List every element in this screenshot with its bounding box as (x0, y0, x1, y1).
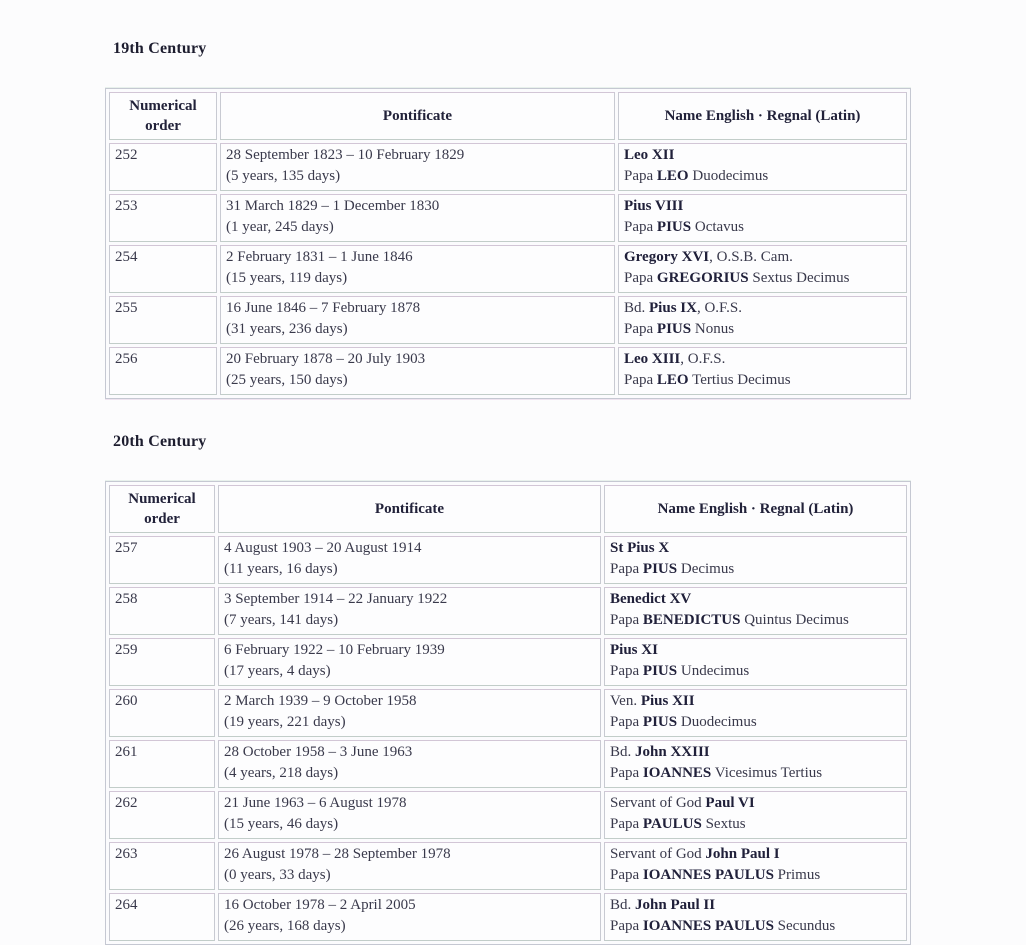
latin-papa: Papa (610, 918, 643, 934)
name-english (610, 589, 901, 610)
pontificate-duration: (5 years, 135 days) (226, 168, 341, 184)
latin-bold: LEO (656, 372, 689, 388)
popes-table-19th-century (105, 88, 911, 399)
latin-rest: Duodecimus (688, 168, 769, 184)
name-prefix: Bd. (610, 744, 636, 760)
name-bold: Benedict XV (610, 591, 692, 607)
pontificate-dates: 2 February 1831 – 1 June 1846 (226, 249, 413, 265)
pontificate-dates: 4 August 1903 – 20 August 1914 (224, 540, 422, 556)
pontificate-duration: (4 years, 218 days) (224, 765, 339, 781)
latin-papa: Papa (610, 663, 643, 679)
name-bold: Pius IX (649, 300, 697, 316)
name-english (610, 691, 901, 712)
table-row (109, 536, 907, 584)
cell-pontificate (218, 893, 601, 941)
latin-rest: Vicesimus Tertius (711, 765, 823, 781)
table-header-row (109, 92, 907, 140)
name-english (624, 298, 901, 319)
name-english (624, 145, 901, 166)
cell-numerical-order: 254 (109, 245, 217, 293)
latin-rest: Primus (773, 867, 821, 883)
pontificate-duration: (26 years, 168 days) (224, 918, 346, 934)
cell-pontificate (218, 536, 601, 584)
latin-bold: PAULUS (642, 816, 702, 832)
latin-papa: Papa (624, 270, 657, 286)
pontificate-dates: 20 February 1878 – 20 July 1903 (226, 351, 426, 367)
latin-papa: Papa (624, 219, 657, 235)
pontificate-dates: 6 February 1922 – 10 February 1939 (224, 642, 445, 658)
latin-papa: Papa (624, 321, 657, 337)
table-row (109, 296, 907, 344)
table-row (109, 842, 907, 890)
pontificate-duration: (25 years, 150 days) (226, 372, 348, 388)
cell-numerical-order: 257 (109, 536, 215, 584)
pontificate-duration: (7 years, 141 days) (224, 612, 339, 628)
cell-pontificate (220, 194, 615, 242)
pontificate-dates: 16 October 1978 – 2 April 2005 (224, 897, 416, 913)
pontificate-dates: 31 March 1829 – 1 December 1830 (226, 198, 440, 214)
table-header-row (109, 485, 907, 533)
table-row (109, 893, 907, 941)
cell-name (618, 143, 907, 191)
name-bold: John Paul I (705, 846, 780, 862)
table-row (109, 638, 907, 686)
cell-numerical-order: 264 (109, 893, 215, 941)
latin-bold: PIUS (656, 321, 692, 337)
popes-table-20th-century (105, 481, 911, 945)
pontificate-dates: 16 June 1846 – 7 February 1878 (226, 300, 421, 316)
cell-name (604, 638, 907, 686)
cell-numerical-order: 256 (109, 347, 217, 395)
latin-bold: IOANNES PAULUS (642, 918, 774, 934)
latin-bold: GREGORIUS (656, 270, 749, 286)
name-latin (610, 865, 901, 886)
column-header-name-line2: English · Regnal (Latin) (698, 501, 854, 517)
column-header-name (618, 92, 907, 140)
latin-rest: Tertius Decimus (688, 372, 791, 388)
latin-papa: Papa (610, 714, 643, 730)
cell-pontificate (220, 347, 615, 395)
cell-numerical-order: 258 (109, 587, 215, 635)
latin-bold: PIUS (642, 714, 678, 730)
name-english (624, 247, 901, 268)
pontificate-dates: 26 August 1978 – 28 September 1978 (224, 846, 451, 862)
cell-name (604, 740, 907, 788)
latin-papa: Papa (610, 816, 643, 832)
cell-pontificate (218, 587, 601, 635)
name-latin (610, 610, 901, 631)
name-bold: Leo XIII (624, 351, 681, 367)
cell-name (604, 893, 907, 941)
latin-bold: BENEDICTUS (642, 612, 741, 628)
name-prefix: Ven. (610, 693, 641, 709)
pontificate-duration: (11 years, 16 days) (224, 561, 338, 577)
cell-pontificate (220, 296, 615, 344)
name-latin (610, 712, 901, 733)
name-bold: St Pius X (610, 540, 670, 556)
cell-numerical-order: 263 (109, 842, 215, 890)
name-bold: Pius VIII (624, 198, 684, 214)
latin-bold: IOANNES (642, 765, 712, 781)
pontificate-dates: 2 March 1939 – 9 October 1958 (224, 693, 417, 709)
name-prefix: Servant of God (610, 795, 706, 811)
cell-numerical-order: 253 (109, 194, 217, 242)
name-latin (624, 268, 901, 289)
cell-name (604, 536, 907, 584)
cell-numerical-order: 262 (109, 791, 215, 839)
table-row (109, 689, 907, 737)
column-header-name (604, 485, 907, 533)
cell-pontificate (218, 842, 601, 890)
cell-name (618, 296, 907, 344)
name-suffix: , O.F.S. (696, 300, 743, 316)
latin-rest: Quintus Decimus (740, 612, 849, 628)
table-row (109, 347, 907, 395)
name-suffix: , O.S.B. Cam. (709, 249, 793, 265)
pontificate-duration: (17 years, 4 days) (224, 663, 331, 679)
name-english (610, 742, 901, 763)
name-prefix: Bd. (610, 897, 636, 913)
cell-pontificate (220, 143, 615, 191)
table-row (109, 245, 907, 293)
name-english (624, 349, 901, 370)
cell-pontificate (218, 740, 601, 788)
name-latin (624, 166, 901, 187)
name-english (610, 844, 901, 865)
cell-numerical-order: 252 (109, 143, 217, 191)
latin-bold: PIUS (656, 219, 692, 235)
latin-rest: Decimus (677, 561, 735, 577)
name-latin (610, 559, 901, 580)
latin-papa: Papa (610, 561, 643, 577)
column-header-name-line2: English · Regnal (Latin) (705, 108, 861, 124)
cell-numerical-order: 255 (109, 296, 217, 344)
table-row (109, 143, 907, 191)
name-english (610, 640, 901, 661)
cell-numerical-order: 261 (109, 740, 215, 788)
column-header-numerical-order: Numerical order (109, 92, 217, 140)
cell-pontificate (218, 638, 601, 686)
name-bold: Leo XII (624, 147, 675, 163)
latin-rest: Duodecimus (677, 714, 757, 730)
pontificate-duration: (15 years, 46 days) (224, 816, 339, 832)
name-latin (610, 916, 901, 937)
name-bold: John Paul II (635, 897, 716, 913)
cell-pontificate (218, 689, 601, 737)
name-latin (610, 814, 901, 835)
name-english (624, 196, 901, 217)
cell-name (618, 347, 907, 395)
latin-bold: LEO (656, 168, 689, 184)
pontificate-dates: 21 June 1963 – 6 August 1978 (224, 795, 407, 811)
cell-name (604, 791, 907, 839)
latin-papa: Papa (610, 867, 643, 883)
cell-name (604, 689, 907, 737)
latin-rest: Octavus (691, 219, 745, 235)
latin-rest: Secundus (773, 918, 836, 934)
cell-name (604, 842, 907, 890)
table-row (109, 740, 907, 788)
latin-rest: Sextus Decimus (748, 270, 850, 286)
column-header-name-line1: Name (664, 108, 703, 124)
name-bold: Paul VI (705, 795, 755, 811)
name-latin (610, 763, 901, 784)
name-english (610, 538, 901, 559)
section-heading-20th-century: 20th Century (113, 433, 207, 450)
name-english (610, 793, 901, 814)
pontificate-dates: 3 September 1914 – 22 January 1922 (224, 591, 448, 607)
cell-name (618, 194, 907, 242)
name-latin (624, 217, 901, 238)
name-bold: Pius XII (640, 693, 695, 709)
cell-name (604, 587, 907, 635)
latin-rest: Sextus (701, 816, 746, 832)
column-header-name-line1: Name (657, 501, 696, 517)
name-prefix: Bd. (624, 300, 650, 316)
cell-name (618, 245, 907, 293)
latin-bold: PIUS (642, 663, 678, 679)
pontificate-duration: (31 years, 236 days) (226, 321, 348, 337)
column-header-numerical-order: Numerical order (109, 485, 215, 533)
pontificate-dates: 28 October 1958 – 3 June 1963 (224, 744, 413, 760)
name-prefix: Servant of God (610, 846, 706, 862)
pontificate-duration: (15 years, 119 days) (226, 270, 348, 286)
latin-papa: Papa (610, 765, 643, 781)
table-row (109, 194, 907, 242)
latin-papa: Papa (624, 372, 657, 388)
cell-numerical-order: 260 (109, 689, 215, 737)
name-latin (624, 370, 901, 391)
latin-papa: Papa (624, 168, 657, 184)
name-bold: Gregory XVI (624, 249, 710, 265)
latin-rest: Nonus (691, 321, 735, 337)
cell-numerical-order: 259 (109, 638, 215, 686)
table-row (109, 791, 907, 839)
latin-rest: Undecimus (677, 663, 750, 679)
name-latin (624, 319, 901, 340)
name-bold: John XXIII (635, 744, 710, 760)
table-row (109, 587, 907, 635)
pontificate-duration: (0 years, 33 days) (224, 867, 331, 883)
latin-bold: IOANNES PAULUS (642, 867, 774, 883)
section-heading-19th-century: 19th Century (113, 40, 207, 57)
name-bold: Pius XI (610, 642, 658, 658)
name-suffix: , O.F.S. (680, 351, 726, 367)
cell-pontificate (220, 245, 615, 293)
cell-pontificate (218, 791, 601, 839)
latin-bold: PIUS (642, 561, 678, 577)
column-header-pontificate: Pontificate (220, 92, 615, 140)
name-english (610, 895, 901, 916)
name-latin (610, 661, 901, 682)
latin-papa: Papa (610, 612, 643, 628)
pontificate-duration: (19 years, 221 days) (224, 714, 346, 730)
pontificate-dates: 28 September 1823 – 10 February 1829 (226, 147, 465, 163)
pontificate-duration: (1 year, 245 days) (226, 219, 334, 235)
column-header-pontificate: Pontificate (218, 485, 601, 533)
